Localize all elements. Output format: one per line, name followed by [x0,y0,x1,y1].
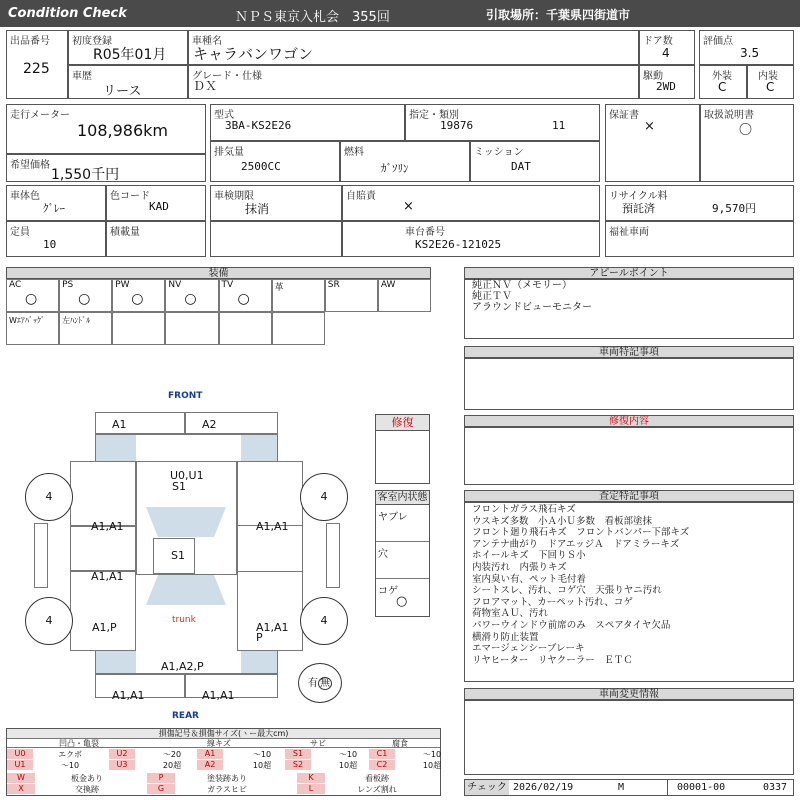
inspector-line-4: ホイールキズ 下回りＳ小 [472,550,586,562]
header-location: 引取場所：千葉県四街道市 [486,8,631,22]
check-code: 00001-00 [677,782,726,793]
legend-cell-1-2: U3 [109,760,135,770]
doors-value: 4 [662,46,670,60]
interior-item-ana: 穴 [378,549,388,560]
manual-label: 取扱説明書 [704,110,754,121]
history-value: リース [103,84,142,99]
history-label: 車歴 [72,71,92,82]
legend2-cell-0-1: 板金あり [71,774,103,783]
interior-item-yabure: ヤブレ [378,512,408,523]
first-reg-label: 初度登録 [72,36,112,47]
capacity-value: 10 [43,238,57,251]
exterior-value: C [718,80,727,94]
car-name-label: 車種名 [192,36,222,47]
legend2-cell-1-3: ガラスヒビ [207,785,247,794]
legend2-cell-1-1: 交換跡 [75,785,99,794]
drive-box [639,65,695,99]
equip-name-0: AC [9,280,22,290]
legend2-cell-1-2: G [147,784,175,794]
legend-cell-0-0: U0 [7,749,33,759]
appeal-box [464,279,794,339]
inspector-line-3: アンテナ曲がり ドアエッジＡ ドアミラーキズ [472,538,680,550]
inspection-value: 抹消 [245,202,270,216]
fuel-box [340,141,470,182]
legend-cell-0-8: C1 [369,749,395,759]
inspector-box [464,502,794,682]
welfare-label: 福祉車両 [609,227,649,238]
body-color-label: 車体色 [10,191,40,202]
equip-name-4: TV [221,280,234,290]
body-color-value: ｸﾞﾚｰ [43,202,65,215]
check-m: M [618,782,625,793]
mark-right-rear-2: P [256,631,263,644]
legend-cell-1-8: C2 [369,760,395,770]
legend-h3: サビ [310,739,326,748]
inspector-line-8: フロアマット、カーペット汚れ、コゲ [472,596,633,608]
body-color-box [6,185,106,221]
recycle-amount: 9,570円 [712,202,757,215]
interior-box [747,65,794,99]
inspector-line-5: 内装汚れ 内張りキズ [472,561,567,573]
equip-name-1: PS [62,280,74,290]
legend2-cell-1-0: X [7,784,35,794]
inspector-line-7: シートスレ、汚れ、コゲ穴 天張りヤニ汚れ [472,585,662,597]
equip2-label-1: 左ﾊﾝﾄﾞﾙ [62,316,91,325]
legend-cell-1-4: A2 [197,760,223,770]
lot-value: 225 [23,61,50,77]
equip-cell-3 [165,279,218,312]
manual-value: 〇 [739,123,753,138]
lot-label: 出品番号 [10,36,50,47]
equip-name-5: 革 [274,283,284,293]
color-code-label: 色コード [110,191,150,202]
equip-mark-0: ○ [25,291,38,307]
recycle-label: リサイクル料 [609,191,668,202]
legend-cell-1-6: S2 [285,760,311,770]
displacement-value: 2500CC [241,160,281,173]
inspector-line-10: パワーウインドウ前席のみ スペアタイヤ欠品 [472,619,671,631]
equip2-label-0: Wｴｱﾊﾞｯｸﾞ [9,316,45,325]
check-bar [464,779,794,796]
score-label: 評価点 [703,36,733,47]
desired-price-value: 1,550千円 [51,167,120,183]
fuel-label: 燃料 [344,147,364,158]
equip-cell-1 [59,279,112,312]
liability-box [342,185,600,221]
equip-cell-2 [112,279,165,312]
mark-rear-left: A1,A1 [112,689,145,702]
car-name-value: キャラバンワゴン [193,45,314,63]
inspection-box [210,185,342,221]
equip-name-2: PW [115,280,130,290]
tire-front-left: 4 [25,473,73,521]
check-num: 0337 [763,782,788,793]
legend-cell-1-5: 10超 [252,761,272,770]
model-code-value: 3BA-KS2E26 [225,119,292,132]
legend-cell-0-4: A1 [197,749,223,759]
legend-cell-0-5: ～10 [252,750,272,759]
equip2-cell-0 [6,312,59,345]
mark-roof-top: U0,U1 [170,469,204,482]
mileage-value: 108,986km [77,121,169,140]
check-date: 2026/02/19 [513,782,574,793]
mission-label: ミッション [474,147,524,158]
chassis-label: 車台番号 [405,227,445,238]
chassis-empty-box [210,221,342,257]
repair-title: 修復 [376,415,429,431]
equip-cell-7 [378,279,431,312]
spare-mark: 無 [320,678,330,689]
spare-tire: 有 無 [298,663,342,703]
mark-left-rear: A1,P [92,621,117,634]
model-code-label: 型式 [214,110,234,121]
mileage-box [6,104,206,154]
equip2-cell-1 [59,312,112,345]
first-reg-value: R05年01月 [93,47,167,63]
chassis-box [342,221,600,257]
mark-a1: A1 [112,418,127,431]
legend-title: 損傷記号＆損傷サイズ(ヽー最大cm) [7,729,440,739]
legend-cell-1-3: 20超 [162,761,182,770]
equip2-cell-3 [165,312,218,345]
legend2-cell-1-5: レンズ割れ [357,785,397,794]
tire-front-right: 4 [300,473,348,521]
interior-label: 内装 [758,71,778,82]
history-box [68,65,188,99]
front-label: FRONT [168,391,203,401]
change-box [464,700,794,775]
inspection-label: 車検期限 [214,191,254,202]
equip-cell-4 [219,279,272,312]
liability-value: × [403,199,414,214]
desired-price-label: 希望価格 [10,160,50,171]
interior-koge-mark: ○ [396,594,408,609]
appeal-line-1: 純正ＴＶ [472,291,512,302]
doors-box [639,30,695,65]
legend-h2: 線キズ [207,739,231,748]
model-code-box [210,104,405,141]
load-label: 積載量 [110,227,140,238]
inspector-line-1: ウスキズ多数 小Ａ小Ｕ多数 看板部塗抹 [472,515,653,527]
designation-value-1: 19876 [440,119,474,132]
legend2-cell-0-5: 看板跡 [365,774,389,783]
tire-rear-right: 4 [300,597,348,645]
color-code-box [106,185,206,221]
equip-name-7: AW [380,280,396,290]
equip-mark-4: ○ [237,291,250,307]
liability-label: 自賠責 [346,191,376,202]
mark-left-front: A1,A1 [91,520,124,533]
mark-roof-bottom: S1 [172,480,186,493]
designation-label: 指定・類別 [409,110,459,121]
legend-cell-0-3: ～20 [162,750,182,759]
inspector-line-0: フロントガラス飛石キズ [472,504,576,515]
warranty-box [605,104,700,182]
legend2-cell-0-3: 塗装跡あり [207,774,247,783]
capacity-box [6,221,106,257]
legend-cell-0-2: U2 [109,749,135,759]
doors-label: ドア数 [643,36,673,47]
load-box [106,221,206,257]
displacement-label: 排気量 [214,147,244,158]
legend [6,728,441,796]
warranty-value: × [644,119,655,134]
legend-cell-1-1: ～10 [60,761,80,770]
designation-value-2: 11 [552,119,566,132]
displacement-box [210,141,340,182]
recycle-status: 預託済 [622,202,655,215]
equipment-title: 装備 [6,267,431,279]
car-name-box [188,30,639,65]
capacity-label: 定員 [10,227,30,238]
legend-h4: 腐食 [392,739,408,748]
inspector-line-13: リヤヒーター リヤクーラー ＥＴＣ [472,654,633,666]
equip2-cell-5 [272,312,325,345]
equip-name-6: SR [327,280,340,290]
equip2-cell-4 [219,312,272,345]
header-title-left: Condition Check [8,6,127,21]
legend-cell-1-9: 10超 [422,761,442,770]
appeal-line-0: 純正ＮＶ（メモリー） [472,280,572,291]
equip-mark-3: ○ [184,291,197,307]
interior-state-box [375,490,430,617]
legend2-cell-0-0: W [7,773,35,783]
inspector-line-9: 荷物室ＡＵ、汚れ [472,608,549,620]
legend2-cell-0-4: K [297,773,325,783]
mark-right-front: A1,A1 [256,520,289,533]
welfare-box [605,221,794,257]
mark-rear-center: A1,A2,P [161,660,204,673]
warranty-label: 保証書 [609,110,639,121]
mileage-label: 走行メーター [10,110,70,121]
grade-label: グレード・仕様 [192,71,262,82]
check-label: チェック [465,780,509,795]
legend-cell-0-7: ～10 [338,750,358,759]
interior-value: C [766,80,775,94]
mark-right-rear-1: A1,A1 [256,621,289,634]
legend-cell-1-7: 10超 [338,761,358,770]
car-diagram [0,385,375,720]
rear-label: REAR [172,711,199,721]
exterior-label: 外装 [712,71,732,82]
score-box [699,30,794,65]
mark-left-mid: A1,A1 [91,570,124,583]
desired-price-box [6,154,206,182]
mission-box [470,141,600,182]
change-title: 車両変更情報 [464,688,794,700]
appeal-title: アピールポイント [464,267,794,279]
repair-content-box [464,427,794,485]
color-code-value: KAD [149,200,169,213]
exterior-box [699,65,747,99]
special-title: 車両特記事項 [464,346,794,358]
inspector-line-6: 室内臭い有、ペット毛付着 [472,573,587,585]
trunk-label: trunk [172,615,196,625]
equip2-cell-2 [112,312,165,345]
header-title-center: ＮＰＳ東京入札会 355回 [235,10,390,25]
mark-a2: A2 [202,418,217,431]
designation-box [405,104,600,141]
mission-value: DAT [511,160,531,173]
score-value: 3.5 [740,46,760,60]
legend2-cell-1-4: L [297,784,325,794]
interior-state-title: 客室内状態 [377,492,428,503]
header-bar [0,0,800,27]
inspector-line-11: 横滑り防止装置 [472,631,539,643]
recycle-box [605,185,794,221]
drive-label: 駆動 [643,71,663,82]
tire-rear-left: 4 [25,597,73,645]
appeal-line-2: アラウンドビューモニター [472,302,592,313]
legend-cell-1-0: U1 [7,760,33,770]
equip-mark-2: ○ [131,291,144,307]
lot-box [6,30,68,99]
equip-cell-6 [325,279,378,312]
equip-cell-0 [6,279,59,312]
grade-value: ＤＸ [193,79,218,93]
special-box [464,358,794,410]
legend2-cell-0-2: P [147,773,175,783]
interior-item-koge: コゲ [378,586,398,597]
equip-cell-5 [272,279,325,312]
legend-cell-0-6: S1 [285,749,311,759]
inspector-line-2: フロント廻り飛石キズ フロントバンパー下部キズ [472,527,690,539]
mark-center: S1 [171,549,185,562]
legend-h1: 凹凸・亀裂 [59,739,99,748]
repair-content-title: 修復内容 [464,415,794,427]
repair-box [375,414,430,484]
inspector-line-12: エマージェンシーブレーキ [472,643,585,655]
chassis-value: KS2E26-121025 [415,238,502,251]
equipment-grid [6,279,431,345]
fuel-value: ｶﾞｿﾘﾝ [381,162,409,175]
inspector-title: 査定特記事項 [464,490,794,502]
legend-cell-0-9: ～10 [422,750,442,759]
manual-box [700,104,794,182]
first-reg-box [68,30,188,65]
mark-rear-right: A1,A1 [202,689,235,702]
grade-box [188,65,639,99]
equip-mark-1: ○ [78,291,91,307]
drive-value: 2WD [656,80,676,93]
equip-name-3: NV [168,280,182,290]
legend-cell-0-1: エクボ [58,750,82,759]
